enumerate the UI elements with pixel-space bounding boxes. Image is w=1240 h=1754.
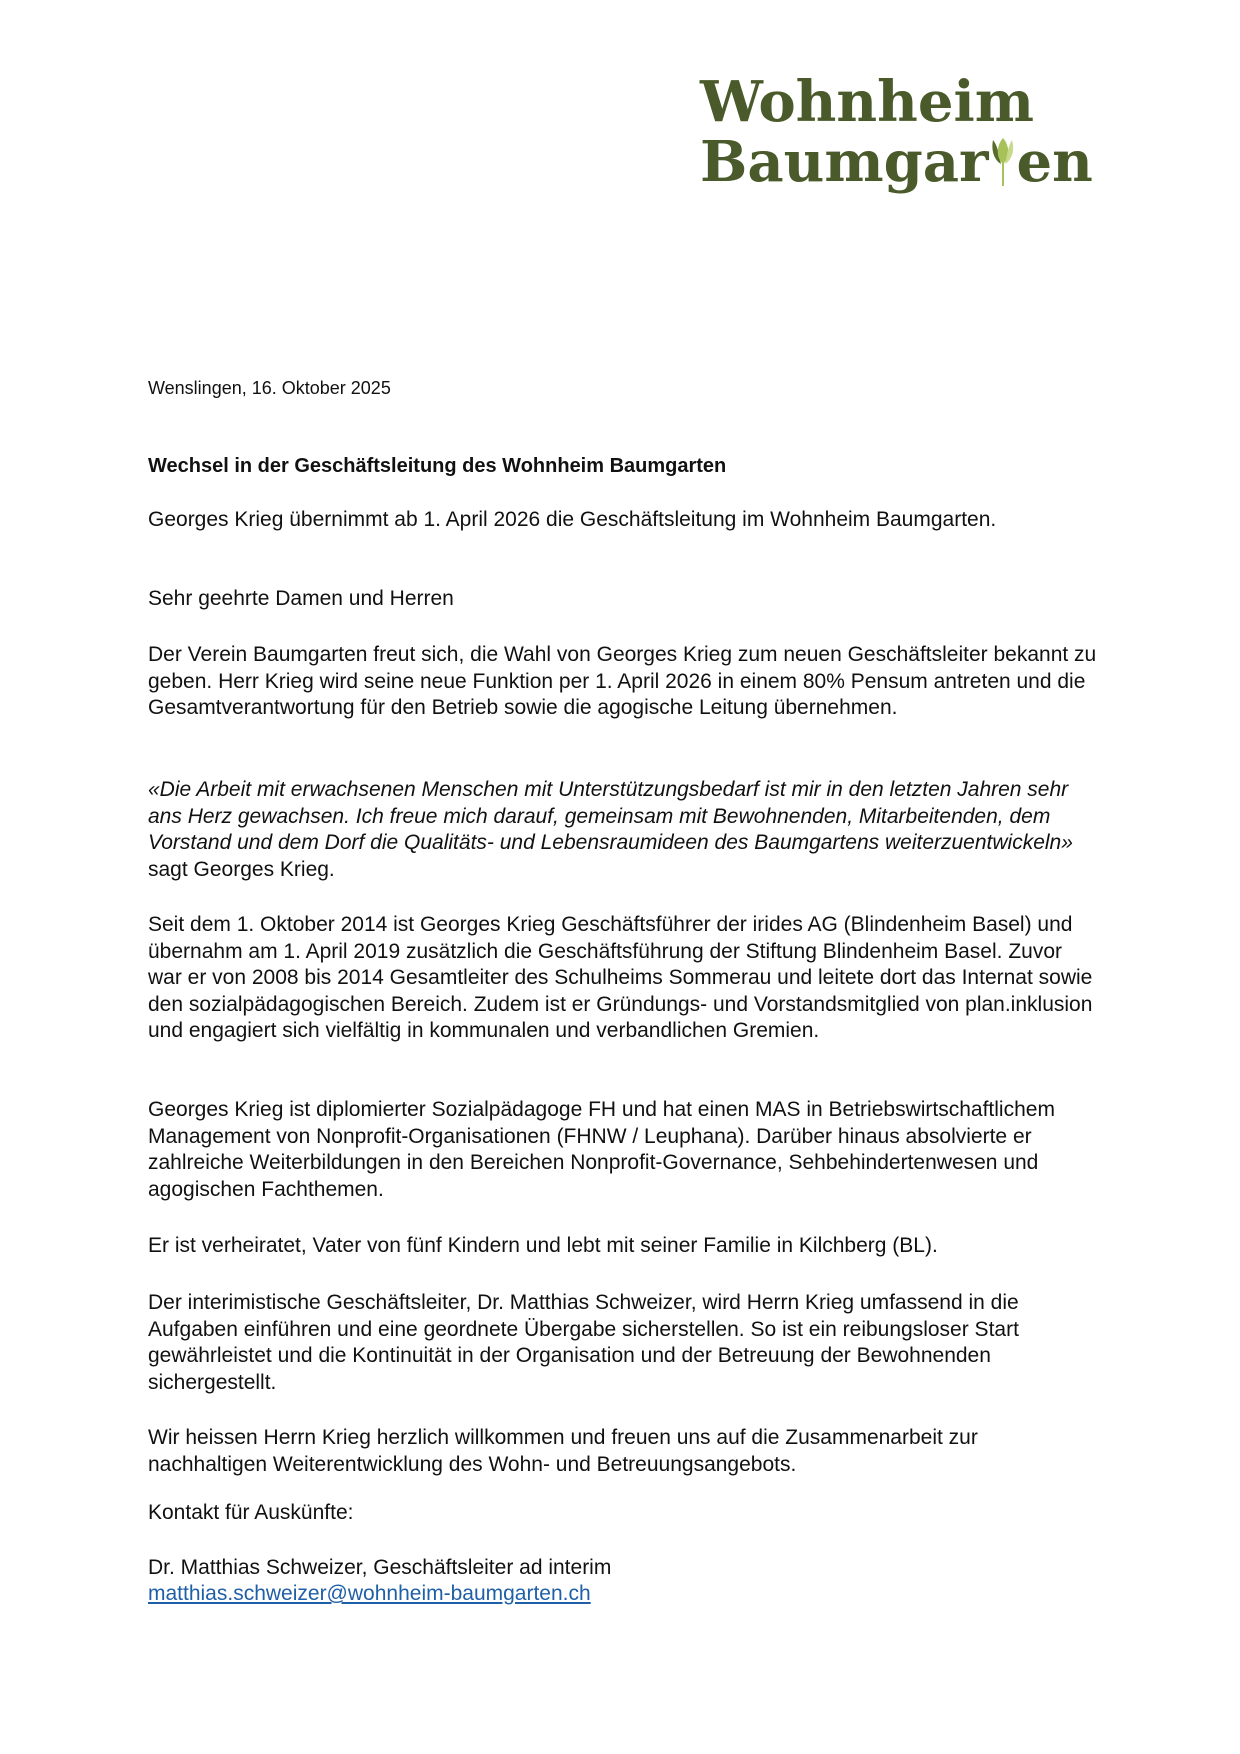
paragraph-career: Seit dem 1. Oktober 2014 ist Georges Krieg Geschäftsführer der irides AG (Blindenheim Basel) und übernahm am 1. April 2019 zusätzlich die Geschäftsführung der Stiftung Blindenheim Basel. Zuvor war er von 2008 bis 2014 Gesamtleiter des Schulheims Sommerau und leitete dort das Internat sowie den sozialpädagogischen Bereich. Zudem ist er Gründungs- und Vorstandsmitglied von plan.inklusion und engagiert sich vielfältig in kommunalen und verbandlichen Gremien. xyxy=(148,913,1093,1042)
contact-email-link[interactable]: matthias.schweizer@wohnheim-baumgarten.ch xyxy=(148,1582,591,1605)
logo-line-2 xyxy=(700,129,1093,195)
quote-text: «Die Arbeit mit erwachsenen Menschen mit Unterstützungsbedarf ist mir in den letzten Jahren sehr ans Herz gewachsen. Ich freue mich darauf, gemeinsam mit Bewohnenden, Mitarbeitenden, dem Vorstand und dem Dorf die Qualitäts- und Lebensraumideen des Baumgartens weiterzuentwickeln» xyxy=(148,778,1073,854)
paragraph-welcome: Wir heissen Herrn Krieg herzlich willkommen und freuen uns auf die Zusammenarbeit zur nachhaltigen Weiterentwicklung des Wohn- und Betreuungsangebots. xyxy=(148,1426,978,1476)
letter-date: Wenslingen, 16. Oktober 2025 xyxy=(148,378,391,398)
subheadline: Georges Krieg übernimmt ab 1. April 2026 die Geschäftsleitung im Wohnheim Baumgarten. xyxy=(148,508,997,531)
paragraph-quote xyxy=(148,777,1098,883)
headline: Wechsel in der Geschäftsleitung des Wohnheim Baumgarten xyxy=(148,455,727,477)
logo-line-2-start: Baumgar xyxy=(700,129,989,195)
paragraph-education: Georges Krieg ist diplomierter Sozialpädagoge FH und hat einen MAS in Betriebswirtschaftlichem Management von Nonprofit-Organisationen (FHNW / Leuphana). Darüber hinaus absolvierte er zahlreiche Weiterbildungen in den Bereichen Nonprofit-Governance, Sehbehindertenwesen und agogischen Fachthemen. xyxy=(148,1098,1055,1201)
paragraph-transition: Der interimistische Geschäftsleiter, Dr. Matthias Schweizer, wird Herrn Krieg umfassend in die Aufgaben einführen und eine geordnete Übergabe sicherstellen. So ist ein reibungsloser Start gewährleistet und die Kontinuität in der Organisation und der Betreuung der Bewohnenden sichergestellt. xyxy=(148,1291,1019,1394)
logo-line-2-end: en xyxy=(1016,129,1093,195)
paragraph-personal: Er ist verheiratet, Vater von fünf Kindern und lebt mit seiner Familie in Kilchberg (BL). xyxy=(148,1234,938,1257)
logo-line-1: Wohnheim xyxy=(700,69,1034,135)
quote-attribution: sagt Georges Krieg. xyxy=(148,857,335,881)
contact-name: Dr. Matthias Schweizer, Geschäftsleiter ad interim xyxy=(148,1556,612,1579)
paragraph-announcement: Der Verein Baumgarten freut sich, die Wahl von Georges Krieg zum neuen Geschäftsleiter bekannt zu geben. Herr Krieg wird seine neue Funktion per 1. April 2026 in einem 80% Pensum antreten und die Gesamtverantwortung für den Betrieb sowie die agogische Leitung übernehmen. xyxy=(148,643,1097,719)
logo xyxy=(700,69,1093,195)
contact-label: Kontakt für Auskünfte: xyxy=(148,1501,354,1524)
salutation: Sehr geehrte Damen und Herren xyxy=(148,587,454,610)
tulip-icon xyxy=(990,134,1016,192)
